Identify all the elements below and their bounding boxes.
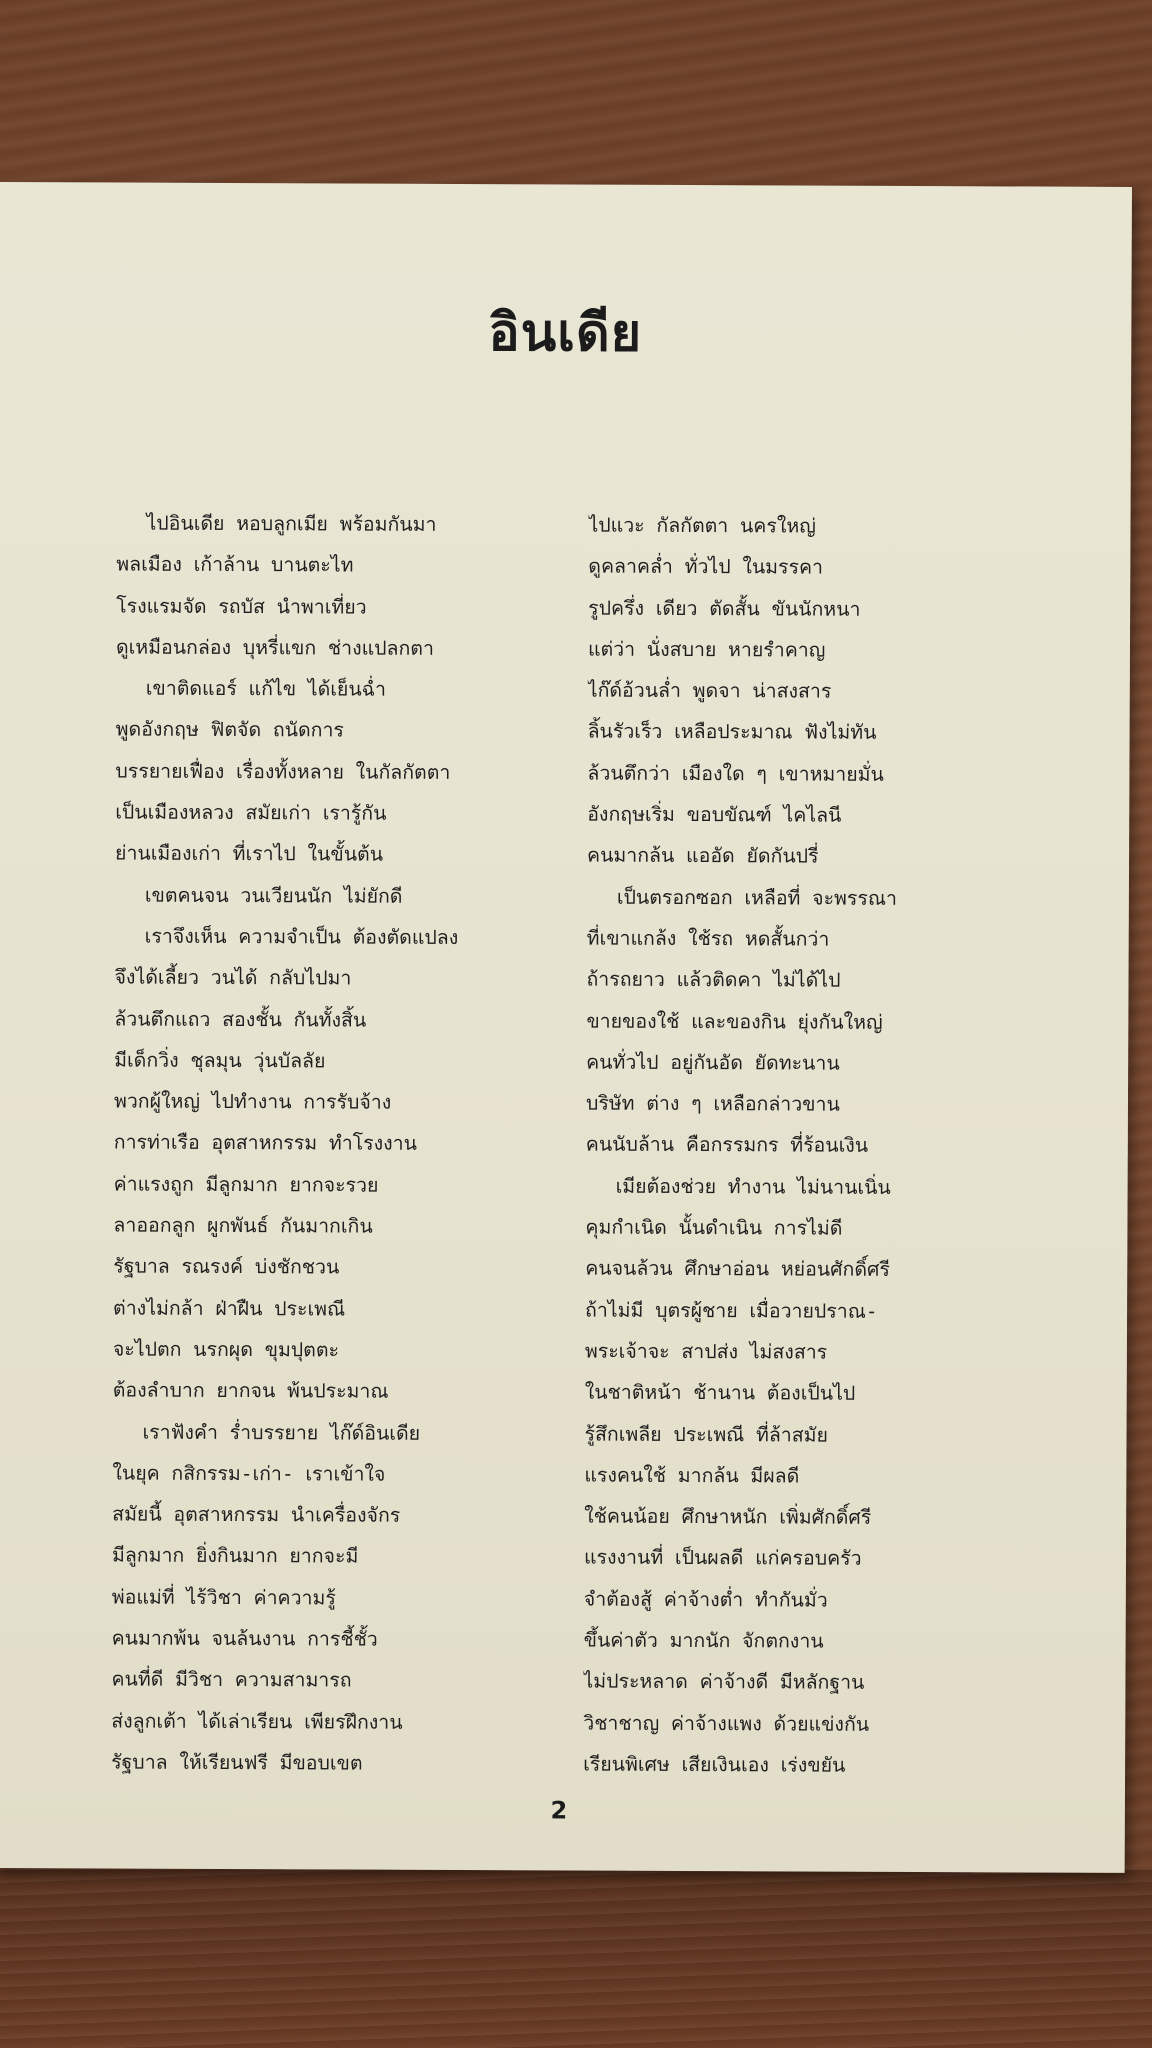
verse-line: เป็นเมืองหลวง สมัยเก่า เรารู้กัน <box>115 800 387 825</box>
verse-line: คนมากล้น แออัด ยัดกันปรี่ <box>587 843 819 868</box>
verse-line: รู้สึกเพลีย ประเพณี ที่ล้าสมัย <box>584 1422 829 1447</box>
verse-line: คนทั่วไป อยู่กันอัด ยัดทะนาน <box>586 1050 840 1075</box>
left-verse-column <box>111 503 557 1785</box>
verse-line: ลิ้นรัวเร็ว เหลือประมาณ ฟังไม่ทัน <box>587 720 877 745</box>
verse-line: คนจนล้วน ศึกษาอ่อน หย่อนศักดิ์ศรี <box>585 1256 890 1282</box>
verse-line: ขายของใช้ และของกิน ยุ่งกันใหญ่ <box>586 1009 883 1034</box>
verse-line: รัฐบาล ให้เรียนฟรี มีขอบเขต <box>111 1750 363 1775</box>
verse-line: การท่าเรือ อุตสาหกรรม ทำโรงงาน <box>113 1130 417 1156</box>
verse-line: มีเด็กวิ่ง ชุลมุน วุ่นบัลลัย <box>114 1048 326 1073</box>
verse-line: คุมกำเนิด นั้นดำเนิน การไม่ดี <box>585 1215 843 1240</box>
verse-line: สมัยนี้ อุตสาหกรรม นำเครื่องจักร <box>112 1502 401 1527</box>
verse-line: ถ้าไม่มี บุตรผู้ชาย เมื่อวายปราณ- <box>585 1298 878 1323</box>
verse-line: จะไปตก นรกผุด ขุมปุตตะ <box>112 1337 340 1362</box>
verse-line: คนที่ดี มีวิชา ความสามารถ <box>111 1667 352 1692</box>
verse-line: ต้องลำบาก ยากจน พ้นประมาณ <box>112 1378 389 1403</box>
verse-line: มีลูกมาก ยิ่งกินมาก ยากจะมี <box>111 1543 359 1568</box>
verse-line: ในชาติหน้า ช้านาน ต้องเป็นไป <box>584 1380 856 1405</box>
verse-line: เมียต้องช่วย ทำงาน ไม่นานเนิ่น <box>615 1174 891 1199</box>
verse-line: บริษัท ต่าง ๆ เหลือกล่าวขาน <box>585 1091 840 1116</box>
verse-line: ถ้ารถยาว แล้วติดคา ไม่ได้ไป <box>586 967 841 992</box>
verse-line: เขตคนจน วนเวียนนัก ไม่ยักดี <box>144 883 403 908</box>
verse-line: ไก๊ด์อ้วนล่ำ พูดจา น่าสงสาร <box>587 678 832 703</box>
verse-line: เราจึงเห็น ความจำเป็น ต้องตัดแปลง <box>144 924 459 949</box>
verse-line: เรียนพิเศษ เสียเงินเอง เร่งขยัน <box>583 1752 846 1777</box>
verse-line: โรงแรมจัด รถบัส นำพาเที่ยว <box>116 594 367 619</box>
verse-line: ค่าแรงถูก มีลูกมาก ยากจะรวย <box>113 1172 379 1197</box>
verse-line: ในยุค กสิกรรม-เก่า- เราเข้าใจ <box>112 1461 386 1486</box>
verse-line: บรรยายเฟื่อง เรื่องทั้งหลาย ในกัลกัตตา <box>115 759 451 784</box>
verse-line: ลาออกลูก ผูกพันธ์ กันมากเกิน <box>113 1213 373 1238</box>
verse-line: รัฐบาล รณรงค์ บ่งชักชวน <box>113 1254 340 1279</box>
verse-line: ใช้คนน้อย ศึกษาหนัก เพิ่มศักดิ์ศรี <box>584 1504 872 1529</box>
verse-line: เป็นตรอกซอก เหลือที่ จะพรรณา <box>616 885 897 910</box>
verse-line: จึงได้เลี้ยว วนได้ กลับไปมา <box>114 965 352 990</box>
verse-line: ล้วนตึกว่า เมืองใด ๆ เขาหมายมั่น <box>587 761 884 786</box>
page-number: 2 <box>550 1796 568 1825</box>
verse-line: คนนับล้าน คือกรรมกร ที่ร้อนเงิน <box>585 1133 869 1158</box>
verse-line: ดูคลาคล่ำ ทั่วไป ในมรรคา <box>588 554 824 579</box>
verse-line: ไปแวะ กัลกัตตา นครใหญ่ <box>588 513 816 538</box>
verse-line: ที่เขาแกล้ง ใช้รถ หดสั้นกว่า <box>586 926 830 951</box>
verse-line: ย่านเมืองเก่า ที่เราไป ในขั้นต้น <box>115 841 384 867</box>
verse-line: พระเจ้าจะ สาปส่ง ไม่สงสาร <box>584 1339 828 1364</box>
verse-line: เราฟังคำ ร่ำบรรยาย ไก๊ด์อินเดีย <box>142 1420 421 1445</box>
verse-line: ไปอินเดีย หอบลูกเมีย พร้อมกันมา <box>146 511 437 536</box>
right-verse-column <box>583 505 1009 1787</box>
verse-line: พูดอังกฤษ ฟิตจัด ถนัดการ <box>115 717 344 742</box>
verse-line: วิชาชาญ ค่าจ้างแพง ด้วยแข่งกัน <box>583 1711 870 1736</box>
verse-line: แรงงานที่ เป็นผลดี แก่ครอบครัว <box>583 1545 862 1571</box>
verse-line: เขาติดแอร์ แก้ไข ได้เย็นฉ่ำ <box>145 676 386 701</box>
verse-line: รูปครึ่ง เดียว ตัดสั้น ขันนักหนา <box>588 596 861 621</box>
verse-line: พวกผู้ใหญ่ ไปทำงาน การรับจ้าง <box>113 1089 392 1114</box>
page-title: อินเดีย <box>488 303 643 364</box>
verse-line: จำต้องสู้ ค่าจ้างต่ำ ทำกันมั่ว <box>583 1587 828 1612</box>
verse-line: อังกฤษเริ่ม ขอบขัณฑ์ ไคไลนี <box>587 802 842 827</box>
verse-line: พ่อแม่ที่ ไร้วิชา ค่าความรู้ <box>111 1585 336 1610</box>
verse-line: คนมากพ้น จนล้นงาน การชี้ชั้ว <box>111 1626 378 1651</box>
verse-line: แต่ว่า นั่งสบาย หายรำคาญ <box>587 637 826 662</box>
wooden-table-surface <box>0 1870 1152 2048</box>
verse-line: ต่างไม่กล้า ฝ่าฝืน ประเพณี <box>113 1296 346 1321</box>
verse-line: พลเมือง เก้าล้าน บานตะไท <box>116 552 354 577</box>
verse-line: ไม่ประหลาด ค่าจ้างดี มีหลักฐาน <box>583 1669 865 1695</box>
verse-line: ส่งลูกเต้า ได้เล่าเรียน เพียรฝึกงาน <box>111 1709 403 1734</box>
verse-line: แรงคนใช้ มากล้น มีผลดี <box>584 1463 800 1488</box>
book-page <box>0 182 1132 1873</box>
verse-line: ดูเหมือนกล่อง บุหรี่แขก ช่างแปลกตา <box>115 635 435 660</box>
verse-line: ล้วนตึกแถว สองชั้น กันทั้งสิ้น <box>114 1007 367 1032</box>
verse-line: ขึ้นค่าตัว มากนัก จักตกงาน <box>583 1628 824 1653</box>
